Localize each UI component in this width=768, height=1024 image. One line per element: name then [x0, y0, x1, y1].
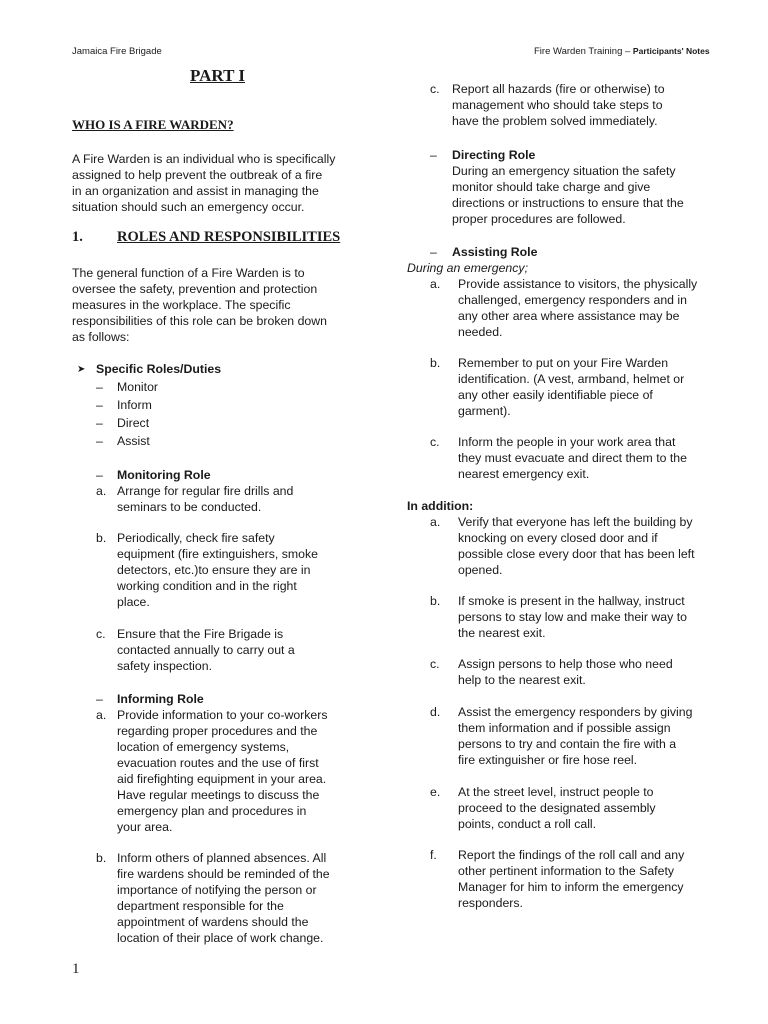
list-item-line: place. [117, 595, 150, 609]
directing-label: Directing Role [452, 148, 536, 162]
list-item-line: detectors, etc.)to ensure they are in [117, 563, 311, 577]
list-item-line: Manager for him to inform the emergency [458, 880, 684, 894]
list-item-line: Report all hazards (fire or otherwise) to [452, 82, 665, 96]
list-letter: c. [96, 627, 106, 641]
general-line: The general function of a Fire Warden is to [72, 266, 305, 280]
list-item-line: location of their place of work change. [117, 931, 324, 945]
intro-line: situation should such an emergency occur. [72, 200, 305, 214]
list-item-line: persons to stay low and make their way to [458, 610, 687, 624]
general-line: measures in the workplace. The specific [72, 298, 291, 312]
list-item-line: Provide information to your co-workers [117, 708, 328, 722]
list-item-line: aid firefighting equipment in your area. [117, 772, 327, 786]
directing-paragraph [452, 163, 684, 227]
list-item [452, 81, 665, 129]
list-item-line: equipment (fire extinguishers, smoke [117, 547, 318, 561]
list-item-line: other pertinent information to the Safety [458, 864, 675, 878]
list-item-line: any other easily identifiable piece of [458, 388, 653, 402]
list-item-line: your area. [117, 820, 173, 834]
specific-item: Monitor [117, 380, 159, 394]
list-item-line: working condition and in the right [117, 579, 297, 593]
list-item [458, 593, 687, 641]
list-letter: b. [96, 851, 107, 865]
arrowhead-bullet-icon: ➤ [77, 364, 86, 375]
list-item-line: At the street level, instruct people to [458, 785, 654, 799]
list-item [117, 530, 318, 610]
list-item-line: points, conduct a roll call. [458, 817, 597, 831]
list-item-line: Have regular meetings to discuss the [117, 788, 320, 802]
list-letter: a. [96, 708, 107, 722]
directing-line: proper procedures are followed. [452, 212, 626, 226]
list-item [458, 276, 697, 340]
intro-line: assigned to help prevent the outbreak of a fire [72, 168, 323, 182]
list-item-line: appointment of wardens should the [117, 915, 309, 929]
list-item [458, 514, 695, 578]
list-letter: b. [96, 531, 107, 545]
list-item-line: evacuation routes and the use of first [117, 756, 319, 770]
list-item-line: them information and if possible assign [458, 721, 671, 735]
list-item-line: regarding proper procedures and the [117, 724, 318, 738]
list-item-line: needed. [458, 325, 503, 339]
list-item [117, 707, 328, 835]
list-letter: a. [430, 515, 441, 529]
list-item-line: the nearest exit. [458, 626, 546, 640]
list-item-line: seminars to be conducted. [117, 500, 262, 514]
list-item-line: any other area where assistance may be [458, 309, 680, 323]
list-item-line: Report the findings of the roll call and any [458, 848, 685, 862]
page-number: 1 [72, 961, 80, 977]
list-item [117, 850, 330, 946]
list-letter: c. [430, 82, 440, 96]
intro-paragraph [72, 151, 335, 215]
list-item [458, 434, 687, 482]
assisting-label: Assisting Role [452, 245, 538, 259]
list-item [117, 626, 295, 674]
list-item-line: possible close every door that has been left [458, 547, 695, 561]
dash-icon: – [96, 434, 103, 448]
list-item-line: fire wardens should be reminded of the [117, 867, 330, 881]
dash-icon: – [96, 692, 103, 706]
list-item-line: opened. [458, 563, 503, 577]
list-item-line: Assign persons to help those who need [458, 657, 673, 671]
list-item-line: Inform others of planned absences. All [117, 851, 327, 865]
list-letter: b. [430, 356, 441, 370]
list-item [458, 847, 684, 911]
list-item [458, 784, 656, 832]
specific-item: Direct [117, 416, 150, 430]
list-item-line: department responsible for the [117, 899, 284, 913]
who-heading: WHO IS A FIRE WARDEN? [72, 117, 234, 132]
part-title: PART I [190, 66, 245, 85]
list-item-line: responders. [458, 896, 523, 910]
dash-icon: – [96, 416, 103, 430]
list-letter: d. [430, 705, 441, 719]
list-item-line: emergency plan and procedures in [117, 804, 307, 818]
list-letter: a. [430, 277, 441, 291]
dash-icon: – [96, 468, 103, 482]
list-item-line: garment). [458, 404, 511, 418]
list-item-line: nearest emergency exit. [458, 467, 590, 481]
list-letter: f. [430, 848, 437, 862]
specific-item: Inform [117, 398, 152, 412]
list-item-line: If smoke is present in the hallway, instruct [458, 594, 685, 608]
list-item-line: identification. (A vest, armband, helmet or [458, 372, 685, 386]
dash-icon: – [430, 148, 437, 162]
general-line: as follows: [72, 330, 130, 344]
section-number: 1. [72, 229, 83, 245]
list-letter: a. [96, 484, 107, 498]
list-item-line: persons to try and contain the fire with a [458, 737, 677, 751]
list-item-line: Remember to put on your Fire Warden [458, 356, 669, 370]
informing-label: Informing Role [117, 692, 204, 706]
general-paragraph [72, 265, 327, 345]
header-right-small: Participants' Notes [632, 46, 710, 56]
assisting-intro: During an emergency; [407, 261, 528, 275]
list-item-line: proceed to the designated assembly [458, 801, 656, 815]
list-item-line: they must evacuate and direct them to the [458, 451, 687, 465]
list-item-line: Periodically, check fire safety [117, 531, 275, 545]
intro-line: A Fire Warden is an individual who is specifically [72, 152, 336, 166]
list-item-line: Verify that everyone has left the building by [458, 515, 693, 529]
list-letter: e. [430, 785, 441, 799]
header-left: Jamaica Fire Brigade [72, 46, 162, 57]
specific-label: Specific Roles/Duties [96, 362, 222, 376]
general-line: responsibilities of this role can be broken down [72, 314, 327, 328]
list-item-line: knocking on every closed door and if [458, 531, 658, 545]
directing-line: During an emergency situation the safety [452, 164, 676, 178]
list-item-line: Ensure that the Fire Brigade is [117, 627, 284, 641]
list-item-line: importance of notifying the person or [117, 883, 317, 897]
dash-icon: – [96, 380, 103, 394]
list-item-line: Inform the people in your work area that [458, 435, 676, 449]
addition-label: In addition: [407, 499, 474, 513]
list-item-line: challenged, emergency responders and in [458, 293, 688, 307]
list-item-line: have the problem solved immediately. [452, 114, 658, 128]
list-item-line: management who should take steps to [452, 98, 663, 112]
list-item [458, 355, 684, 419]
list-item-line: Arrange for regular fire drills and [117, 484, 294, 498]
header-right [534, 46, 710, 57]
list-item-line: location of emergency systems, [117, 740, 290, 754]
dash-icon: – [430, 245, 437, 259]
list-letter: c. [430, 435, 440, 449]
intro-line: in an organization and assist in managing the [72, 184, 319, 198]
header-right-main: Fire Warden Training – [534, 46, 633, 57]
list-item [458, 704, 692, 768]
list-item [458, 656, 673, 688]
list-item-line: contacted annually to carry out a [117, 643, 295, 657]
list-letter: b. [430, 594, 441, 608]
section-title: ROLES AND RESPONSIBILITIES [117, 229, 341, 245]
list-item [117, 483, 293, 515]
directing-line: directions or instructions to ensure that the [452, 196, 684, 210]
specific-item: Assist [117, 434, 150, 448]
list-item-line: help to the nearest exit. [458, 673, 586, 687]
dash-icon: – [96, 398, 103, 412]
directing-line: monitor should take charge and give [452, 180, 651, 194]
list-item-line: Assist the emergency responders by giving [458, 705, 693, 719]
list-item-line: safety inspection. [117, 659, 213, 673]
general-line: oversee the safety, prevention and protection [72, 282, 318, 296]
list-letter: c. [430, 657, 440, 671]
list-item-line: Provide assistance to visitors, the physically [458, 277, 698, 291]
monitoring-label: Monitoring Role [117, 468, 211, 482]
list-item-line: fire extinguisher or fire hose reel. [458, 753, 638, 767]
